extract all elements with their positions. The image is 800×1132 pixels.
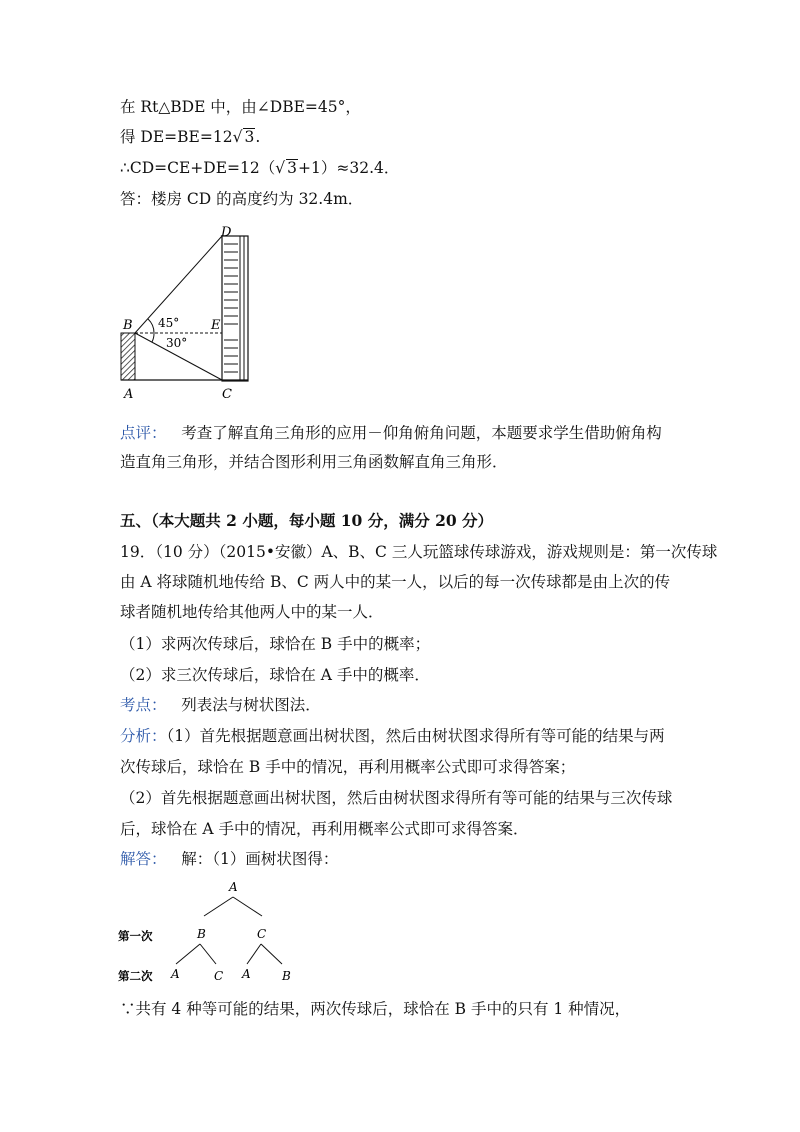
solution-line-3-end: +1）≈32.4． <box>298 159 400 177</box>
tree-level2-a1: A <box>171 967 180 981</box>
tree-level2-a2: A <box>242 967 251 981</box>
tree-diagram <box>116 876 316 991</box>
fenxi-line-1 <box>120 726 665 746</box>
sqrt-radicand: 3 <box>244 128 255 146</box>
sqrt-radicand: 3 <box>287 159 298 177</box>
fenxi-line-4: 后，球恰在 A 手中的情况，再利用概率公式即可求得答案． <box>120 820 529 838</box>
conclusion-line: ∵共有 4 种等可能的结果，两次传球后，球恰在 B 手中的只有 1 种情况， <box>120 1000 631 1018</box>
fenxi-text-1: （1）首先根据题意画出树状图，然后由树状图求得所有等可能的结果与两 <box>166 727 665 745</box>
q19-line-2: 由 A 将球随机地传给 B、C 两人中的某一人，以后的每一次传球都是由上次的传 <box>120 573 671 591</box>
row-label-second: 第二次 <box>118 969 153 983</box>
angle-label-30: 30° <box>166 336 188 350</box>
label-b: B <box>123 318 133 333</box>
solution-line-3-text: ∴CD=CE+DE=12（ <box>120 159 276 177</box>
angle-label-45: 45° <box>158 316 180 330</box>
answer-line: 答：楼房 CD 的高度约为 32.4m． <box>120 190 364 208</box>
kaodian-text: 列表法与树状图法． <box>181 696 321 714</box>
q19-line-3: 球者随机地传给其他两人中的某一人． <box>120 603 384 621</box>
tree-level1-b: B <box>197 927 206 941</box>
window-rungs <box>224 244 238 372</box>
small-building <box>121 333 135 380</box>
angle-arc-30 <box>152 333 154 342</box>
solution-line-2-text: 得 DE=BE=12 <box>120 128 233 146</box>
jieda-line <box>120 849 338 869</box>
fenxi-label: 分析： <box>120 727 167 745</box>
q19-line-1: 19．（10 分）（2015•安徽）A、B、C 三人玩篮球传球游戏，游戏规则是：第一次传球 <box>120 543 718 561</box>
kaodian-line <box>120 695 321 715</box>
comment-line-1 <box>120 423 662 443</box>
tree-root: A <box>229 880 238 894</box>
row-label-first: 第一次 <box>118 929 153 943</box>
angle-arc-45 <box>148 319 154 333</box>
sqrt-sign: √ <box>232 128 243 146</box>
label-c: C <box>222 387 232 402</box>
label-d: D <box>221 225 232 240</box>
q19-part-1: （1）求两次传球后，球恰在 B 手中的概率； <box>120 635 431 653</box>
label-e: E <box>211 318 221 333</box>
solution-line-2 <box>120 127 260 147</box>
comment-text-1: 考查了解直角三角形的应用－仰角俯角问题，本题要求学生借助俯角构 <box>181 424 662 442</box>
solution-line-1: 在 Rt△BDE 中，由∠DBE=45°， <box>120 98 361 116</box>
jieda-label: 解答： <box>120 850 167 868</box>
solution-line-2-end: . <box>255 128 261 146</box>
label-a: A <box>124 387 134 402</box>
tree-level2-c: C <box>214 969 224 983</box>
section-heading: 五、（本大题共 2 小题，每小题 10 分，满分 20 分） <box>120 511 494 530</box>
sqrt-sign: √ <box>275 159 286 177</box>
tree-level2-b: B <box>282 969 291 983</box>
q19-part-2: （2）求三次传球后，球恰在 A 手中的概率． <box>120 666 430 684</box>
solution-line-3 <box>120 158 399 178</box>
fenxi-line-2: 次传球后，球恰在 B 手中的情况，再利用概率公式即可求得答案； <box>120 758 576 776</box>
kaodian-label: 考点： <box>120 696 167 714</box>
comment-line-2: 造直角三角形，并结合图形利用三角函数解直角三角形． <box>120 453 508 471</box>
tree-level1-c: C <box>257 927 267 941</box>
building-figure <box>110 222 270 404</box>
comment-label: 点评： <box>120 424 167 442</box>
jieda-text: 解：（1）画树状图得： <box>181 850 339 868</box>
fenxi-line-3: （2）首先根据题意画出树状图，然后由树状图求得所有等可能的结果与三次传球 <box>120 789 673 807</box>
